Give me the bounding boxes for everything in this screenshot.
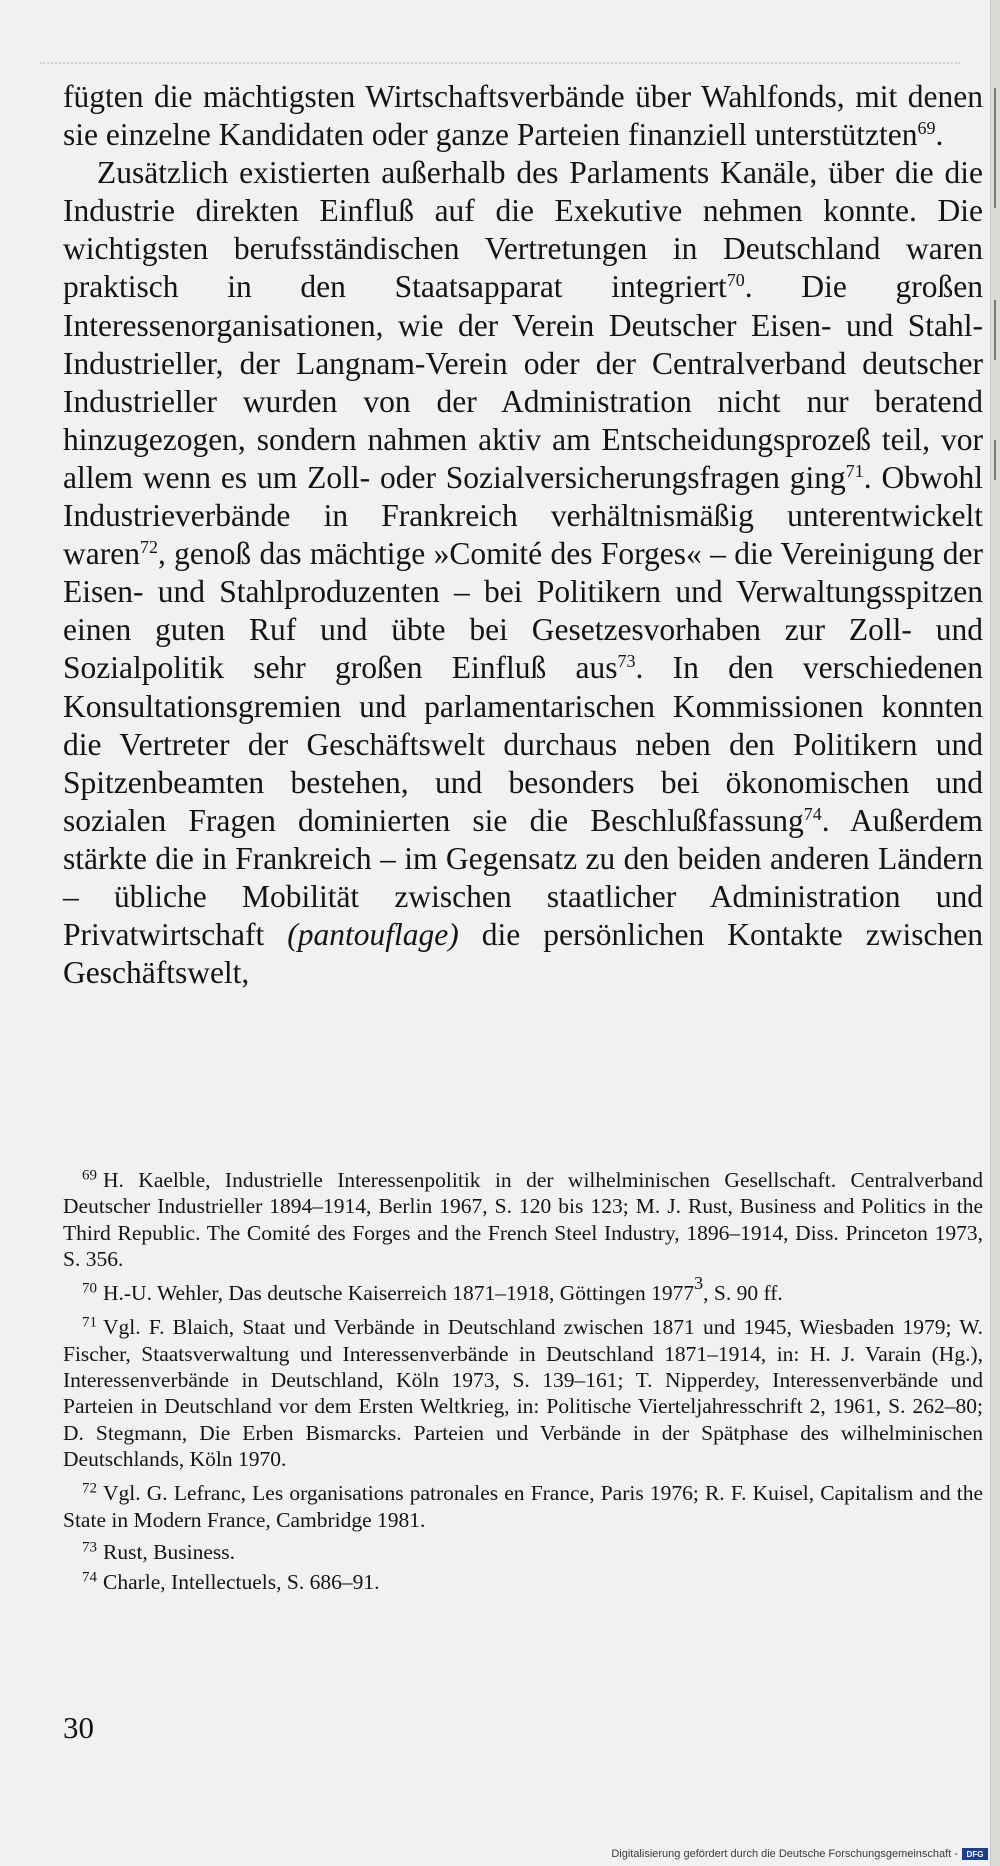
scan-dotted-rule	[40, 62, 960, 66]
page-number: 30	[63, 1710, 94, 1745]
footnote-ref-73[interactable]: 73	[617, 651, 636, 672]
footnote-ref-71[interactable]: 71	[845, 460, 864, 481]
scan-edge-mark	[994, 88, 996, 208]
text-run: Zusätzlich existierten außerhalb des Parlaments Kanäle, über die die Industrie direkten Einfluß auf die Exekutive nehmen konnte. Die wichtigsten berufsständischen Vertretungen in Deutschland waren praktisch in den Staatsapparat integriert	[63, 155, 983, 305]
footnote-text: Rust, Business.	[103, 1539, 236, 1564]
footnote-71	[63, 1314, 983, 1472]
scan-edge-mark	[994, 300, 996, 360]
dfg-logo-icon: DFG	[962, 1848, 988, 1860]
footnote-number: 72	[82, 1480, 97, 1497]
footnote-70	[63, 1273, 983, 1306]
footnote-74	[63, 1569, 983, 1595]
footnote-number: 69	[82, 1167, 97, 1184]
text-run: , genoß das mächtige »Comité des Forges« – die Vereinigung der Eisen- und Stahlproduzenten – bei Politikern und Verwaltungsspitzen einen guten Ruf und übte bei Gesetzesvorhaben zur Zoll- und Sozialpolitik sehr großen Einfluß aus	[63, 536, 983, 686]
paragraph-1	[63, 78, 983, 154]
main-text	[63, 78, 983, 992]
footnote-69	[63, 1167, 983, 1272]
footnote-ref-72[interactable]: 72	[139, 536, 158, 557]
footnote-ref-74[interactable]: 74	[803, 803, 822, 824]
text-run: . In den verschiedenen Konsultationsgremien und parlamentarischen Kommissionen konnten die Vertreter der Geschäftswelt durchaus neben den Politikern und Spitzenbeamten bestehen, und besonders bei ökonomischen und sozialen Fragen dominierten sie die Beschlußfassung	[63, 650, 983, 838]
footnote-number: 73	[82, 1539, 97, 1556]
italic-term: (pantouflage)	[287, 917, 459, 953]
edition-superscript: 3	[694, 1273, 704, 1294]
footnote-text: H.-U. Wehler, Das deutsche Kaiserreich 1871–1918, Göttingen 1977	[103, 1281, 695, 1306]
footnote-number: 71	[82, 1314, 97, 1331]
scan-edge-mark	[994, 440, 996, 480]
footnote-73	[63, 1539, 983, 1565]
footnote-ref-69[interactable]: 69	[917, 117, 936, 138]
text-run: . Die großen Interessenorganisationen, wie der Verein Deutscher Eisen- und Stahl-Industrieller, der Langnam-Verein oder der Centralverband deutscher Industrieller wurden von der Administration nicht nur beratend hinzugezogen, sondern nahmen aktiv am Entscheidungsprozeß teil, vor allem wenn es um Zoll- oder Sozialversicherungsfragen ging	[63, 269, 984, 495]
text-run: . Außerdem stärkte die in Frankreich – im Gegensatz zu den beiden anderen Ländern – übliche Mobilität zwischen staatlicher Administration und Privatwirtschaft	[63, 802, 983, 953]
footnote-text: H. Kaelble, Industrielle Interessenpolitik in der wilhelminischen Gesellschaft. Centralverband Deutscher Industrieller 1894–1914, Berlin 1967, S. 120 bis 123; M. J. Rust, Business and Politics in the Third Republic. The Comité des Forges and the French Steel Industry, 1896–1914, Diss. Princeton 1973, S. 356.	[63, 1168, 983, 1271]
footnotes	[63, 1167, 983, 1595]
footnote-text: Charle, Intellectuels, S. 686–91.	[103, 1570, 380, 1595]
digitization-credit	[611, 1848, 988, 1860]
text-run: die persönlichen Kontakte zwischen Geschäftswelt,	[63, 917, 983, 991]
footnote-number: 70	[82, 1280, 97, 1297]
footnote-text: Vgl. F. Blaich, Staat und Verbände in Deutschland zwischen 1871 und 1945, Wiesbaden 1979; W. Fischer, Staatsverwaltung und Interessenverbände in Deutschland 1871–1914, in: H. J. Varain (Hg.), Interessenverbände in Deutschland, Köln 1973, S. 139–161; T. Nipperdey, Interessenverbände und Parteien in Deutschland vor dem Ersten Weltkrieg, in: Politische Vierteljahresschrift 2, 1961, S. 262–80; D. Stegmann, Die Erben Bismarcks. Parteien und Verbände in der Spätphase des wilhelminischen Deutschlands, Köln 1970.	[63, 1315, 983, 1471]
text-run: .	[935, 117, 944, 153]
text-run: . Obwohl Industrieverbände in Frankreich verhältnismäßig unterentwickelt waren	[63, 459, 984, 572]
footnote-number: 74	[82, 1569, 97, 1586]
footnote-72	[63, 1480, 983, 1533]
text-run: fügten die mächtigsten Wirtschaftsverbände über Wahlfonds, mit denen sie einzelne Kandidaten oder ganze Parteien finanziell unterstützten	[63, 79, 983, 153]
scan-page-edge	[990, 0, 1000, 1866]
paragraph-2	[63, 154, 983, 992]
footnote-text: , S. 90 ff.	[703, 1281, 783, 1306]
footnote-text: Vgl. G. Lefranc, Les organisations patronales en France, Paris 1976; R. F. Kuisel, Capitalism and the State in Modern France, Cambridge 1981.	[63, 1481, 983, 1532]
credit-text: Digitalisierung gefördert durch die Deutsche Forschungsgemeinschaft -	[611, 1848, 958, 1860]
footnote-ref-70[interactable]: 70	[726, 270, 745, 291]
